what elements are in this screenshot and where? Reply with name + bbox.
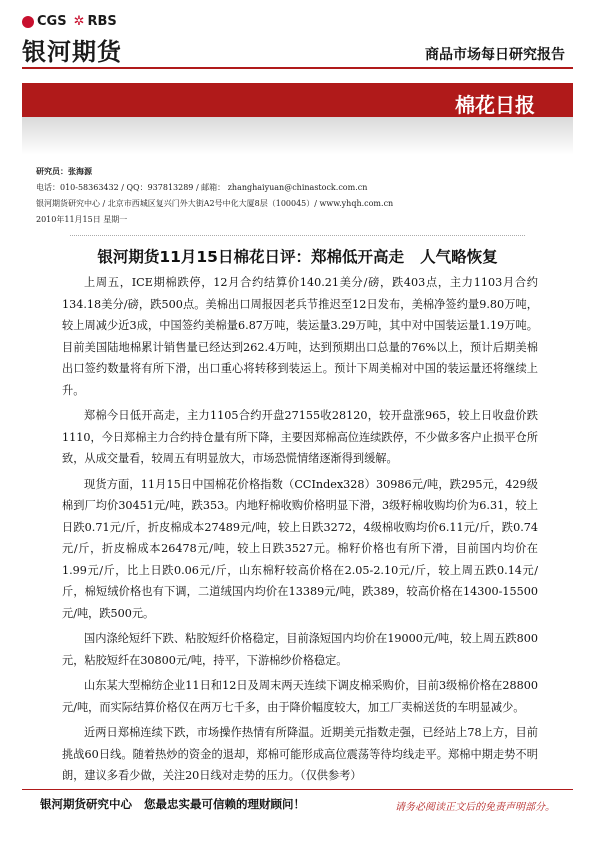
header-divider: [22, 67, 573, 69]
brand-name: 银河期货: [22, 38, 122, 66]
footer-slogan: 银河期货研究中心 您最忠实最可信赖的理财顾问！: [40, 797, 306, 811]
researcher: 研究员：张海源: [36, 166, 92, 176]
paragraph: 郑棉今日低开高走，主力1105合约开盘27155收28120，较开盘涨965，较上日收盘价跌1110，今日郑棉主力合约持仓量有所下降，主要因郑棉高位连续跌停，不少做多客户止损平仓所致，从成交量看，较周五有明显放大，市场恐慌情绪逐渐得到缓解。: [62, 409, 538, 465]
logo-cgs-text: CGS: [37, 14, 67, 29]
article-body: [62, 272, 538, 787]
paragraph: 上周五，ICE期棉跌停，12月合约结算价140.21美分/磅，跌403点，主力1103月合约134.18美分/磅，跌500点。美棉出口周报因老兵节推迟至12日发布，美棉净签约量9.80万吨，较上周减少近3成，中国签约美棉量6.87万吨，装运量3.29万吨，其中对中国装运量1.19万吨。目前美国陆地棉累计销售量已经达到262.4万吨，达到预期出口总量的76%以上，预计后期美棉出口签约数量将有所下滑，出口重心将转移到装运上。预计下周美棉对中国的装运量还将继续上升。: [62, 276, 538, 397]
paragraph: 近两日郑棉连续下跌，市场操作热情有所降温。近期美元指数走强，已经站上78上方，目前挑战60日线。随着热炒的资金的退却，郑棉可能形成高位震荡等待均线走平。郑棉中期走势不明朗，建议多看少做，关注20日线对走势的压力。（仅供参考）: [62, 726, 538, 782]
banner-shadow: [22, 117, 573, 155]
paragraph: 现货方面，11月15日中国棉花价格指数（CCIndex328）30986元/吨，跌295元，429级棉到厂均价30451元/吨，跌353。内地籽棉收购价格明显下滑，3级籽棉收购均价为6.31，较上日跌0.71元/斤，折皮棉成本27489元/吨，较上日跌3272，4级棉收购均价6.11元/斤，跌0.74元/斤，折皮棉成本26478元/吨，较上日跌3527元。棉籽价格也有所下滑，目前国内均价在1.99元/斤，比上日跌0.06元/斤，山东棉籽较高价格在2.05-2.10元/斤，较上周五跌0.14元/斤，棉短绒价格也有下调，二道绒国内均价在13389元/吨，跌389，较高价格在14300-15500元/吨，跌500元。: [62, 477, 538, 620]
address: 银河期货研究中心 / 北京市西城区复兴门外大街A2号中化大厦8层（100045）/ www.yhqh.com.cn: [36, 199, 394, 208]
meta-divider: [70, 235, 525, 236]
footer-disclaimer: 请务必阅读正文后的免责声明部分。: [395, 802, 555, 813]
footer-divider: [22, 789, 573, 790]
contact-info: 电话：010-58363432 / QQ：937813289 / 邮箱： zhanghaiyuan@chinastock.com.cn: [36, 183, 368, 192]
cgs-logo-icon: [22, 16, 34, 28]
paragraph: 国内涤纶短纤下跌、粘胶短纤价格稳定，目前涤短国内均价在19000元/吨，较上周五跌800元，粘胶短纤在30800元/吨，持平，下游棉纱价格稳定。: [62, 632, 538, 667]
banner-title: 棉花日报: [455, 93, 535, 117]
logo-rbs-text: RBS: [87, 14, 117, 29]
brand-logo: [22, 14, 117, 29]
report-type: 商品市场每日研究报告: [425, 47, 565, 63]
report-date: 2010年11月15日 星期一: [36, 215, 128, 224]
headline: 银河期货11月15日棉花日评：郑棉低开高走 人气略恢复: [97, 248, 498, 266]
rbs-logo-icon: ✲: [73, 14, 85, 29]
title-banner: [22, 83, 573, 117]
paragraph: 山东某大型棉纺企业11日和12日及周末两天连续下调皮棉采购价，目前3级棉价格在28800元/吨，而实际结算价格仅在两万七千多，由于降价幅度较大，加工厂卖棉送货的车明显减少。: [62, 679, 538, 714]
